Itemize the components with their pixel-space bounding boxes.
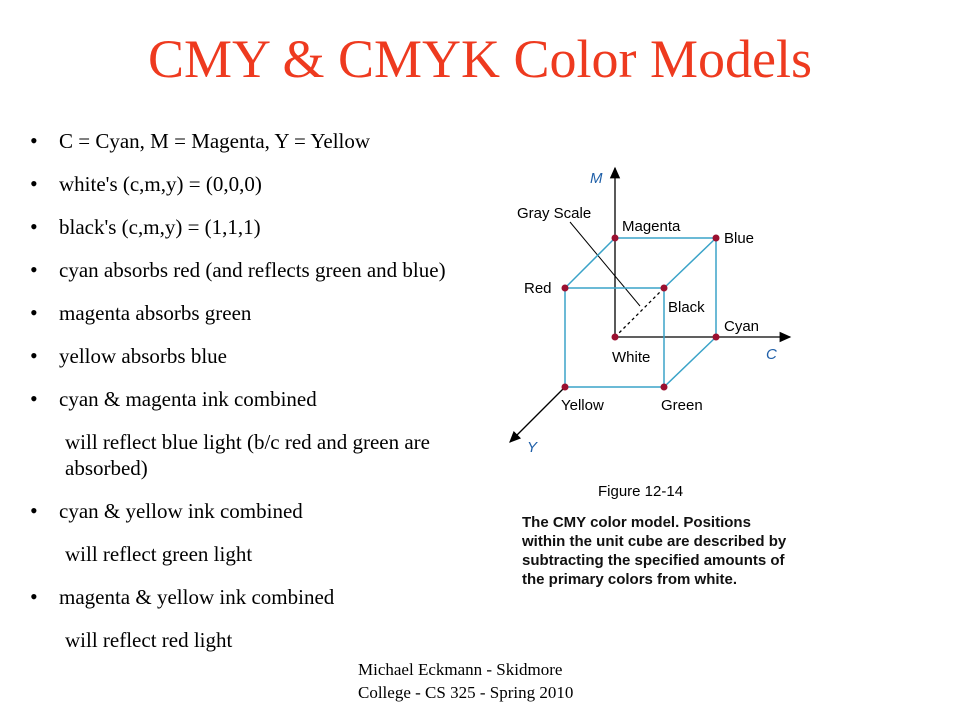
label-magenta: Magenta [622, 218, 681, 235]
bullet-continuation: will reflect green light [65, 542, 253, 566]
label-yellow: Yellow [561, 397, 604, 414]
label-red: Red [524, 280, 552, 297]
bullet-item: • magenta absorbs green [30, 300, 470, 326]
bullet-item: • cyan & magenta ink combined [30, 386, 470, 412]
label-gray-scale: Gray Scale [517, 205, 592, 222]
axis-label-m: M [590, 170, 603, 187]
figure-caption: The CMY color model. Positions within the unit cube are described by subtracting the specified amounts of the primary colors from white. [522, 514, 787, 588]
label-black: Black [668, 299, 705, 316]
cmy-cube-diagram [500, 160, 800, 485]
bullet-list [30, 128, 470, 653]
footer-line-1: Michael Eckmann - Skidmore [358, 660, 563, 679]
label-blue: Blue [724, 230, 755, 247]
gray-scale-diagonal [615, 288, 664, 337]
bullet-item: • black's (c,m,y) = (1,1,1) [30, 214, 470, 240]
axis-label-c: C [766, 346, 777, 363]
bullet-item: • cyan & yellow ink combined [30, 498, 470, 524]
bullet-item: • white's (c,m,y) = (0,0,0) [30, 171, 470, 197]
slide-footer [358, 658, 648, 704]
label-green: Green [661, 397, 703, 414]
axis-label-y: Y [527, 439, 538, 456]
bullet-item: • magenta & yellow ink combined [30, 584, 470, 610]
slide-title: CMY & CMYK Color Models [147, 29, 813, 89]
label-cyan: Cyan [724, 318, 760, 335]
label-white: White [612, 349, 651, 366]
bullet-item: • cyan absorbs red (and reflects green and blue) [30, 257, 470, 283]
figure-number: Figure 12-14 [598, 483, 684, 500]
y-axis [510, 387, 565, 442]
bullet-item: • yellow absorbs blue [30, 343, 470, 369]
bullet-continuation: will reflect red light [65, 628, 233, 652]
footer-line-2: College - CS 325 - Spring 2010 [358, 683, 574, 702]
bullet-continuation: will reflect blue light (b/c red and green are absorbed) [65, 430, 430, 480]
bullet-item: • C = Cyan, M = Magenta, Y = Yellow [30, 128, 470, 154]
